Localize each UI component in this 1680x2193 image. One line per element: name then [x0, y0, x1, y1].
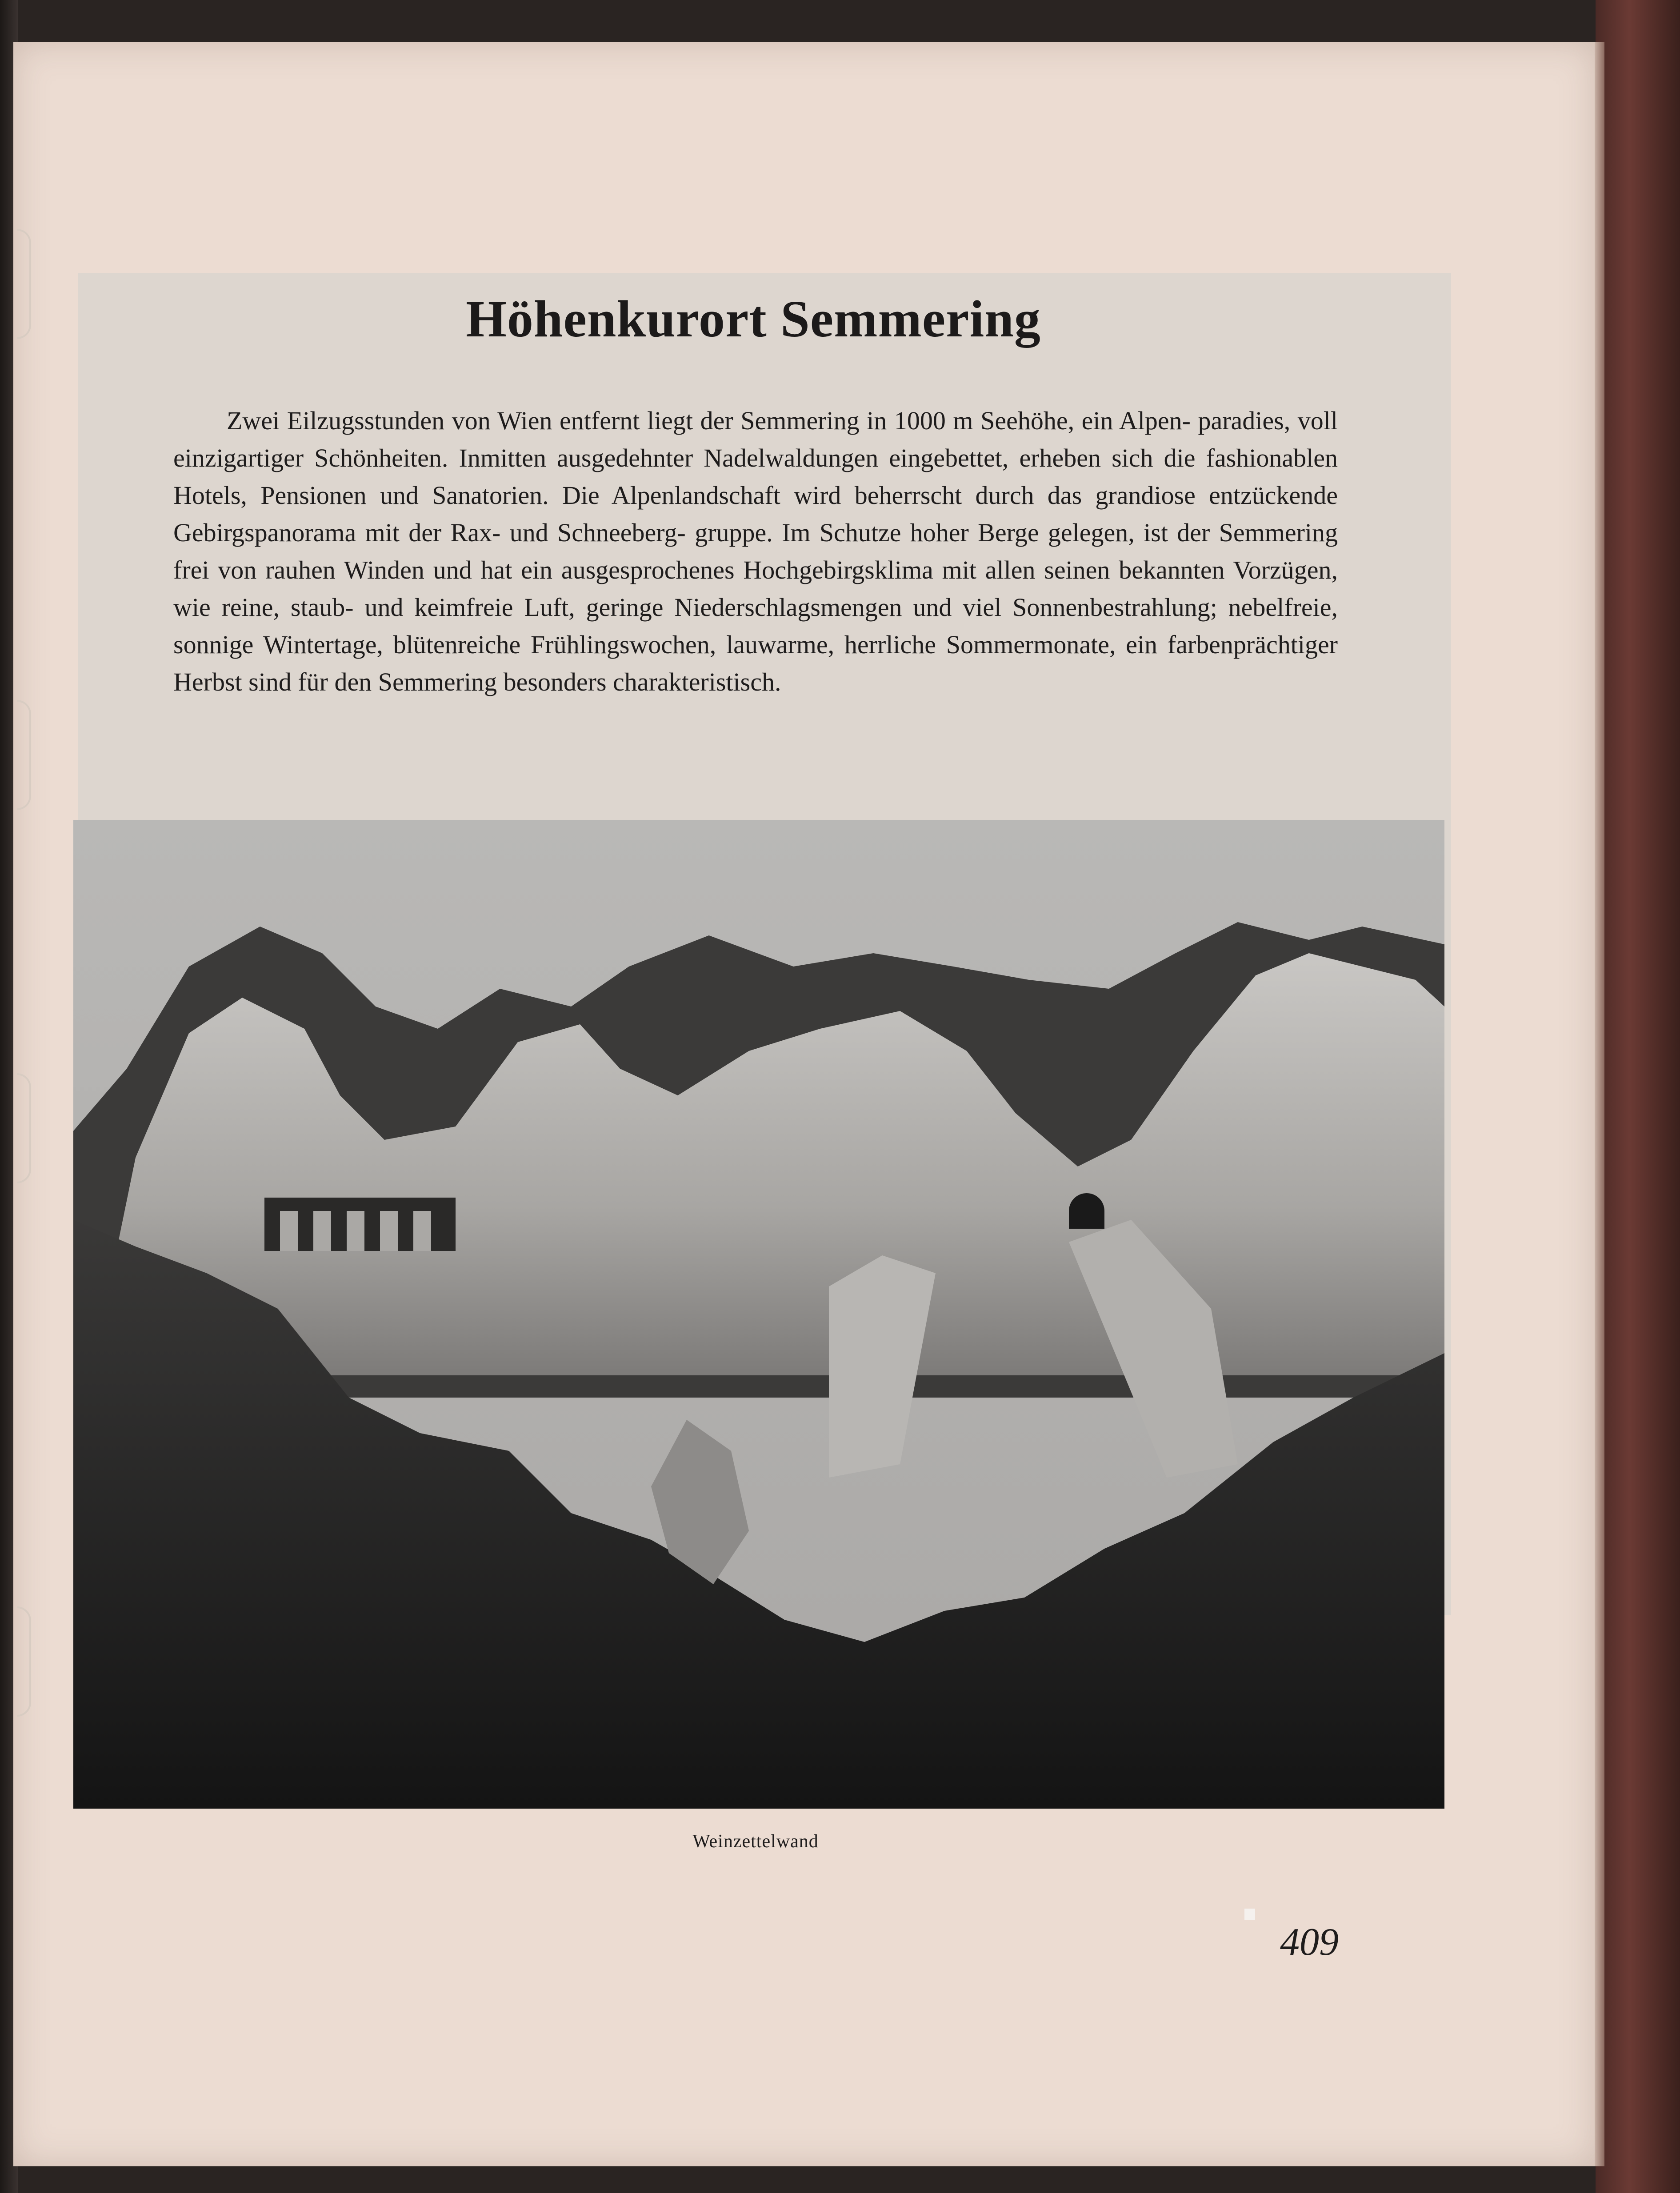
book-page [13, 42, 1596, 2166]
body-line: beherrscht durch das grandiose entzückende Gebirgspanorama mit der Rax- und Schneeberg- [173, 481, 1338, 547]
body-line: ein ausgesprochenes Hochgebirgsklima mit allen seinen bekannten Vorzügen, wie reine, staub- [173, 555, 1338, 622]
mountain-photo [73, 820, 1444, 1809]
body-line: Herbst sind für den Semmering besonders charakteristisch. [173, 667, 781, 696]
body-line: Zwei Eilzugsstunden von Wien entfernt liegt der Semmering in 1000 m Seehöhe, ein Alpen- [227, 406, 1191, 435]
body-line: erheben sich die fashionablen Hotels, Pensionen und Sanatorien. Die Alpenlandschaft wird [173, 443, 1338, 510]
page-edge-shadow [1595, 42, 1604, 2166]
body-line: und keimfreie Luft, geringe Niederschlagsmengen und viel Sonnenbestrahlung; nebelfreie, sonnige [173, 593, 1338, 659]
photo-caption: Weinzettelwand [692, 1831, 819, 1852]
mountain-photo-illustration [73, 820, 1444, 1809]
binding-stitch [17, 1073, 31, 1183]
page-title: Höhenkurort Semmering [466, 290, 1041, 348]
body-text [173, 402, 1338, 701]
book-cover-edge [1596, 0, 1680, 2193]
body-line: paradies, voll einzigartiger Schönheiten. Inmitten ausgedehnter Nadelwaldungen eingebettet, [173, 406, 1338, 472]
scan-marker [1244, 1909, 1255, 1920]
binding-stitch [17, 1606, 31, 1717]
page-number: 409 [1280, 1921, 1339, 1964]
binding-stitch [17, 700, 31, 810]
body-line: Wintertage, blütenreiche Frühlingswochen, lauwarme, herrliche Sommermonate, ein farbenprächtiger [263, 630, 1338, 659]
body-line: gruppe. Im Schutze hoher Berge gelegen, ist der Semmering frei von rauhen Winden und hat [173, 518, 1338, 584]
